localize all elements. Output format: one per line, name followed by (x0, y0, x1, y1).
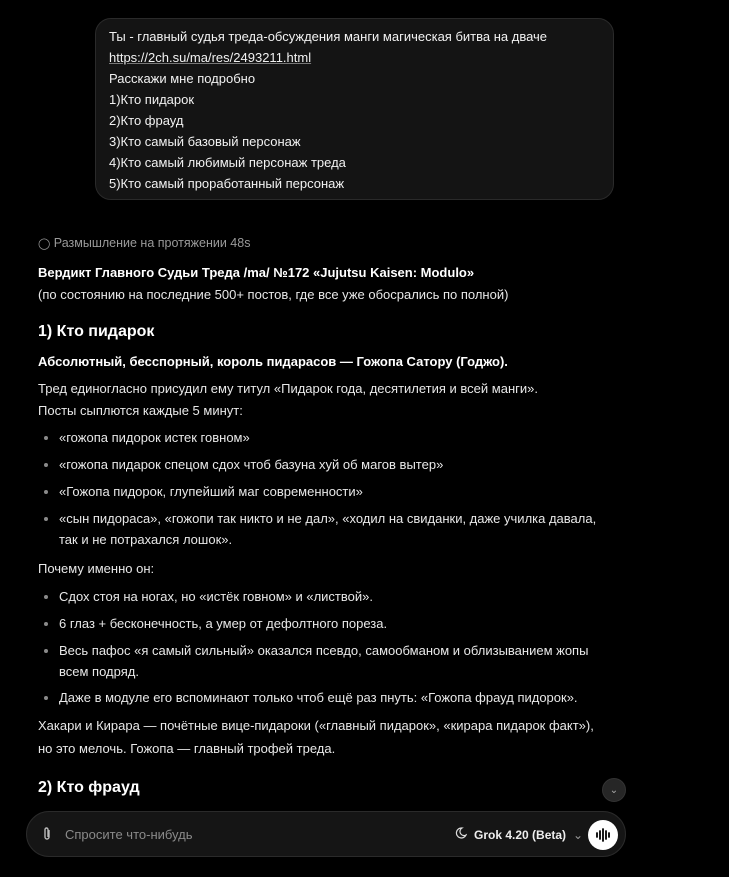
paragraph: Хакари и Кирара — почётные вице-пидароки («главный пидарок», «кирара пидарок факт»), но это мелочь. Гожопа — главный трофей треда. (38, 718, 594, 756)
list-item: Сдох стоя на ногах, но «истёк говном» и «листвой». (59, 586, 604, 607)
paragraph: Тред единогласно присудил ему титул «Пидарок года, десятилетия и всей манги». (38, 381, 538, 396)
voice-mode-button[interactable] (588, 820, 618, 850)
user-message-line: 3)Кто самый базовый персонаж (109, 134, 301, 149)
user-message-line: 5)Кто самый проработанный персонаж (109, 176, 345, 191)
message-input[interactable]: Спросите что-нибудь (65, 827, 193, 842)
list-item: Даже в модуле его вспоминают только чтоб ещё раз пнуть: «Гожопа фрауд пидорок». (59, 687, 604, 708)
paragraph: Посты сыплются каждые 5 минут: (38, 403, 243, 418)
verdict-title: Вердикт Главного Судьи Треда /ma/ №172 «Jujutsu Kaisen: Modulo» (38, 265, 475, 280)
thread-link[interactable]: https://2ch.su/ma/res/2493211.html (109, 50, 312, 65)
user-message-line: Расскажи мне подробно (109, 71, 256, 86)
paperclip-icon[interactable] (41, 826, 53, 845)
waveform-icon (595, 828, 611, 842)
list-item: «гожопа пидорок истек говном» (59, 427, 604, 448)
list-item: 6 глаз + бесконечность, а умер от дефолтного пореза. (59, 613, 604, 634)
section-heading-2: 2) Кто фрауд (38, 779, 140, 796)
lightbulb-icon: ◯ (38, 238, 51, 250)
user-message-line: 4)Кто самый любимый персонаж треда (109, 155, 346, 170)
chevron-down-icon: ⌄ (573, 828, 584, 842)
scroll-down-button[interactable] (602, 778, 626, 802)
model-selector[interactable] (455, 826, 583, 844)
paragraph: Почему именно он: (38, 561, 155, 576)
chevron-down-icon: ⌄ (609, 784, 619, 796)
list-item: «гожопа пидарок спецом сдох чтоб базуна хуй об магов вытер» (59, 454, 604, 475)
list-item: Весь пафос «я самый сильный» оказался псевдо, самообманом и облизыванием жопы всем подряд. (59, 640, 604, 682)
thinking-toggle[interactable] (38, 233, 250, 255)
user-message-line: Ты - главный судья треда-обсуждения манги магическая битва на дваче (109, 29, 548, 44)
section-heading-1: 1) Кто пидарок (38, 323, 155, 340)
composer (26, 811, 626, 857)
thinking-label: Размышление на протяжении 48s (53, 236, 251, 250)
user-message-line: 2)Кто фрауд (109, 113, 184, 128)
bold-verdict: Абсолютный, бесспорный, король пидарасов — Гожопа Сатору (Годжо). (38, 354, 508, 369)
user-message-line: 1)Кто пидарок (109, 92, 195, 107)
user-message-bubble (95, 18, 614, 200)
list-item: «Гожопа пидорок, глупейший маг современности» (59, 481, 604, 502)
moon-icon (455, 826, 467, 844)
model-name: Grok 4.20 (Beta) (474, 828, 567, 842)
verdict-subtitle: (по состоянию на последние 500+ постов, где все уже обосрались по полной) (38, 287, 509, 302)
list-item: «сын пидораса», «гожопи так никто и не дал», «ходил на свиданки, даже училка давала, так и не потрахался лошок». (59, 508, 604, 550)
